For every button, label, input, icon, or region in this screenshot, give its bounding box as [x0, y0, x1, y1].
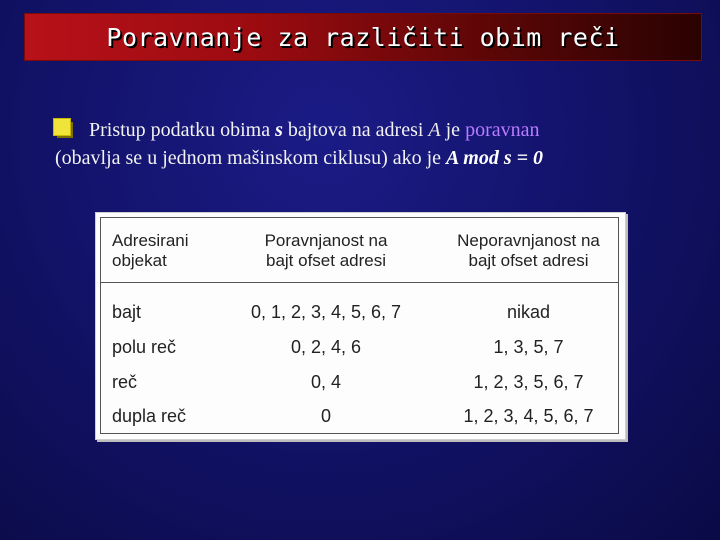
bullet-text-2: bajtova na adresi [282, 119, 429, 141]
title-bar [24, 13, 702, 61]
bullet-paragraph [55, 116, 695, 172]
cell-misaligned: 1, 3, 5, 7 [493, 337, 564, 357]
alignment-table-image [95, 212, 626, 440]
header-object-line2: objekat [112, 251, 167, 270]
cell-aligned: 0 [320, 406, 331, 426]
header-object [112, 231, 242, 271]
header-aligned [236, 231, 416, 271]
cell-misaligned: nikad [506, 302, 551, 322]
cell-object: polu reč [112, 337, 177, 357]
cell-misaligned: 1, 2, 3, 5, 6, 7 [473, 372, 584, 392]
cell-object: bajt [112, 302, 142, 322]
bullet-text-3: je [440, 119, 466, 141]
bullet-text-1: Pristup podatku obima [89, 119, 276, 141]
cell-aligned: 0, 2, 4, 6 [290, 337, 362, 357]
alignment-table [100, 217, 619, 434]
cell-aligned: 0, 4 [310, 372, 342, 392]
cell-aligned: 0, 1, 2, 3, 4, 5, 6, 7 [250, 302, 402, 322]
cell-object: dupla reč [112, 406, 187, 426]
cell-object: reč [112, 372, 138, 392]
bullet-var-a: A [428, 119, 441, 141]
cell-misaligned: 1, 2, 3, 4, 5, 6, 7 [463, 406, 594, 426]
bullet-term-poravnan: poravnan [465, 119, 540, 141]
table-header [101, 218, 618, 283]
bullet-text-4: (obavlja se u jednom mašinskom ciklusu) ako je [55, 147, 447, 169]
header-misaligned-line2: bajt ofset adresi [468, 251, 589, 270]
table-row [101, 366, 618, 400]
header-aligned-line2: bajt ofset adresi [265, 251, 386, 270]
bullet-var-s: s [275, 119, 283, 141]
table-row [101, 400, 618, 434]
header-aligned-line1: Poravnjanost na [264, 231, 388, 250]
slide-title: Poravnanje za različiti obim reči [106, 22, 620, 52]
header-object-line1: Adresirani [112, 231, 189, 250]
bullet-condition: A mod s = 0 [446, 147, 544, 169]
header-misaligned [441, 231, 616, 271]
bullet-line-2 [55, 147, 543, 169]
bullet-line-1 [55, 116, 695, 144]
table-row [101, 331, 618, 365]
header-misaligned-line1: Neporavnjanost na [457, 231, 600, 250]
square-bullet-icon [53, 118, 71, 136]
table-row [101, 296, 618, 330]
